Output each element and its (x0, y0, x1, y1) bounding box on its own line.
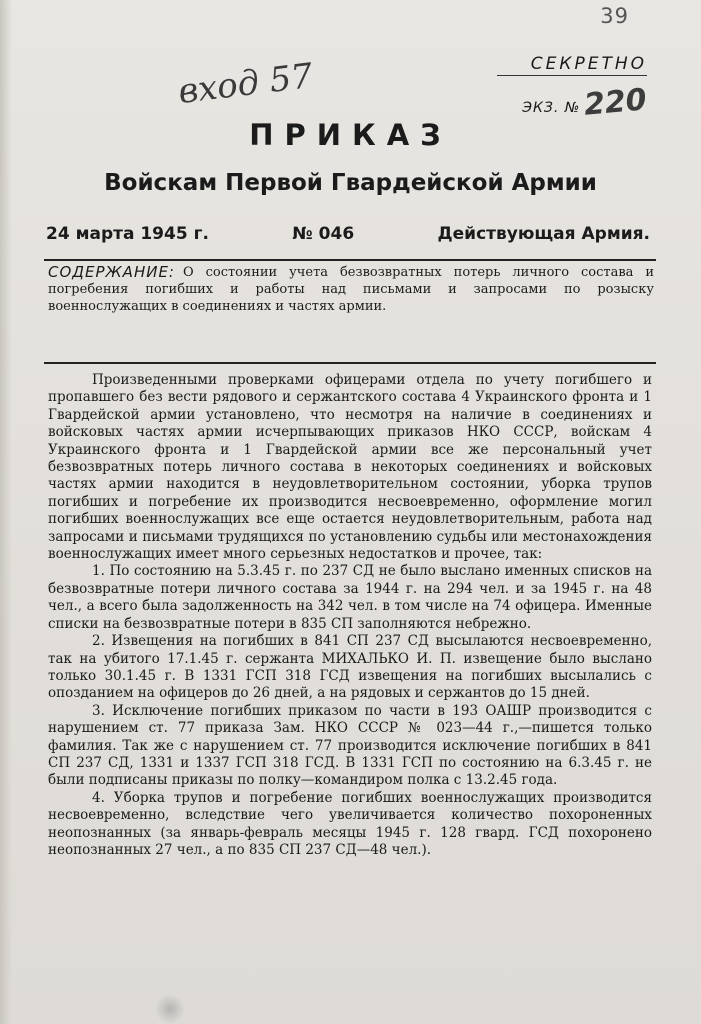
content-text: О состоянии учета безвозвратных потерь личного состава и погребения погибших и работы над письмами и запросами по розыску военнослужащих в соединениях и частях армии. (48, 265, 654, 314)
content-label: СОДЕРЖАНИЕ: (48, 263, 175, 281)
order-place: Действующая Армия. (437, 224, 650, 244)
order-meta-row (46, 224, 650, 244)
body-paragraph-2: 2. Извещения на погибших в 841 СП 237 СД высылаются несвоевременно, так на убитого 17.1.45 г. сержанта МИХАЛЬКО И. П. извещение было выслано только 30.1.45 г. В 1331 ГСП 318 ГСД извещения на погибших высылались с опозданием на офицеров до 26 дней, а на рядовых и сержантов до 15 дней. (48, 633, 652, 702)
handwritten-note: вход 57 (176, 55, 315, 113)
order-number: № 046 (292, 224, 355, 244)
scan-speck (150, 994, 190, 1024)
document-title: ПРИКАЗ (249, 118, 452, 152)
secret-label: СЕКРЕТНО (497, 54, 647, 76)
document-subtitle: Войскам Первой Гвардейской Армии (104, 170, 597, 196)
body-paragraph-1: 1. По состоянию на 5.3.45 г. по 237 СД не было выслано именных списков на безвозвратные потери личного состава за 1944 г. на 294 чел. и за 1945 г. на 48 чел., а всего была задолженность на 342 чел. в том числе на 74 офицера. Именные списки на безвозвратные потери в 835 СП заполняются небрежно. (48, 563, 652, 632)
body-paragraph-intro: Произведенными проверками офицерами отдела по учету погибшего и пропавшего без вести рядового и сержантского состава 4 Украинского фронта и 1 Гвардейской армии установлено, что несмотря на наличие в соединениях и войсковых частях армии исчерпывающих приказов НКО СССР, войскам 4 Украинского фронта и 1 Гвардейской армии все же персональный учет безвозвратных потерь личного состава в некоторых соединениях и войсковых частях армии находится в неудовлетворительном состоянии, уборка трупов погибших и погребение их производится несвоевременно, оформление могил погибших военнослужащих все еще остается неудовлетворительным, работа над запросами и письмами трудящихся по установлению судьбы или местонахождения военнослужащих имеет много серьезных недостатков и прочее, так: (48, 372, 652, 563)
classification-block (497, 54, 649, 123)
divider-bottom (44, 362, 656, 364)
page-number: 39 (600, 4, 629, 28)
divider-top (44, 259, 656, 261)
scan-edge-shadow (0, 0, 12, 1024)
order-date: 24 марта 1945 г. (46, 224, 209, 244)
copy-number: 220 (582, 82, 649, 123)
order-body (48, 372, 652, 859)
content-summary (48, 264, 654, 315)
body-paragraph-3: 3. Исключение погибших приказом по части в 193 ОАШР производится с нарушением ст. 77 приказа Зам. НКО СССР № 023—44 г.,—пишется только фамилия. Так же с нарушением ст. 77 производится исключение погибших в 841 СП 237 СД, 1331 и 1337 ГСП 318 ГСД. В 1331 ГСП по состоянию на 6.3.45 г. не были подписаны приказы по полку—командиром полка с 13.2.45 года. (48, 702, 652, 789)
body-paragraph-4: 4. Уборка трупов и погребение погибших военнослужащих производится несвоевременно, вследствие чего увеличивается количество похороненных неопознанных (за январь-февраль месяцы 1945 г. 128 гвард. ГСД похоронено неопознанных 27 чел., а по 835 СП 237 СД—48 чел.). (48, 789, 652, 858)
copy-label: ЭКЗ. № (522, 100, 581, 116)
